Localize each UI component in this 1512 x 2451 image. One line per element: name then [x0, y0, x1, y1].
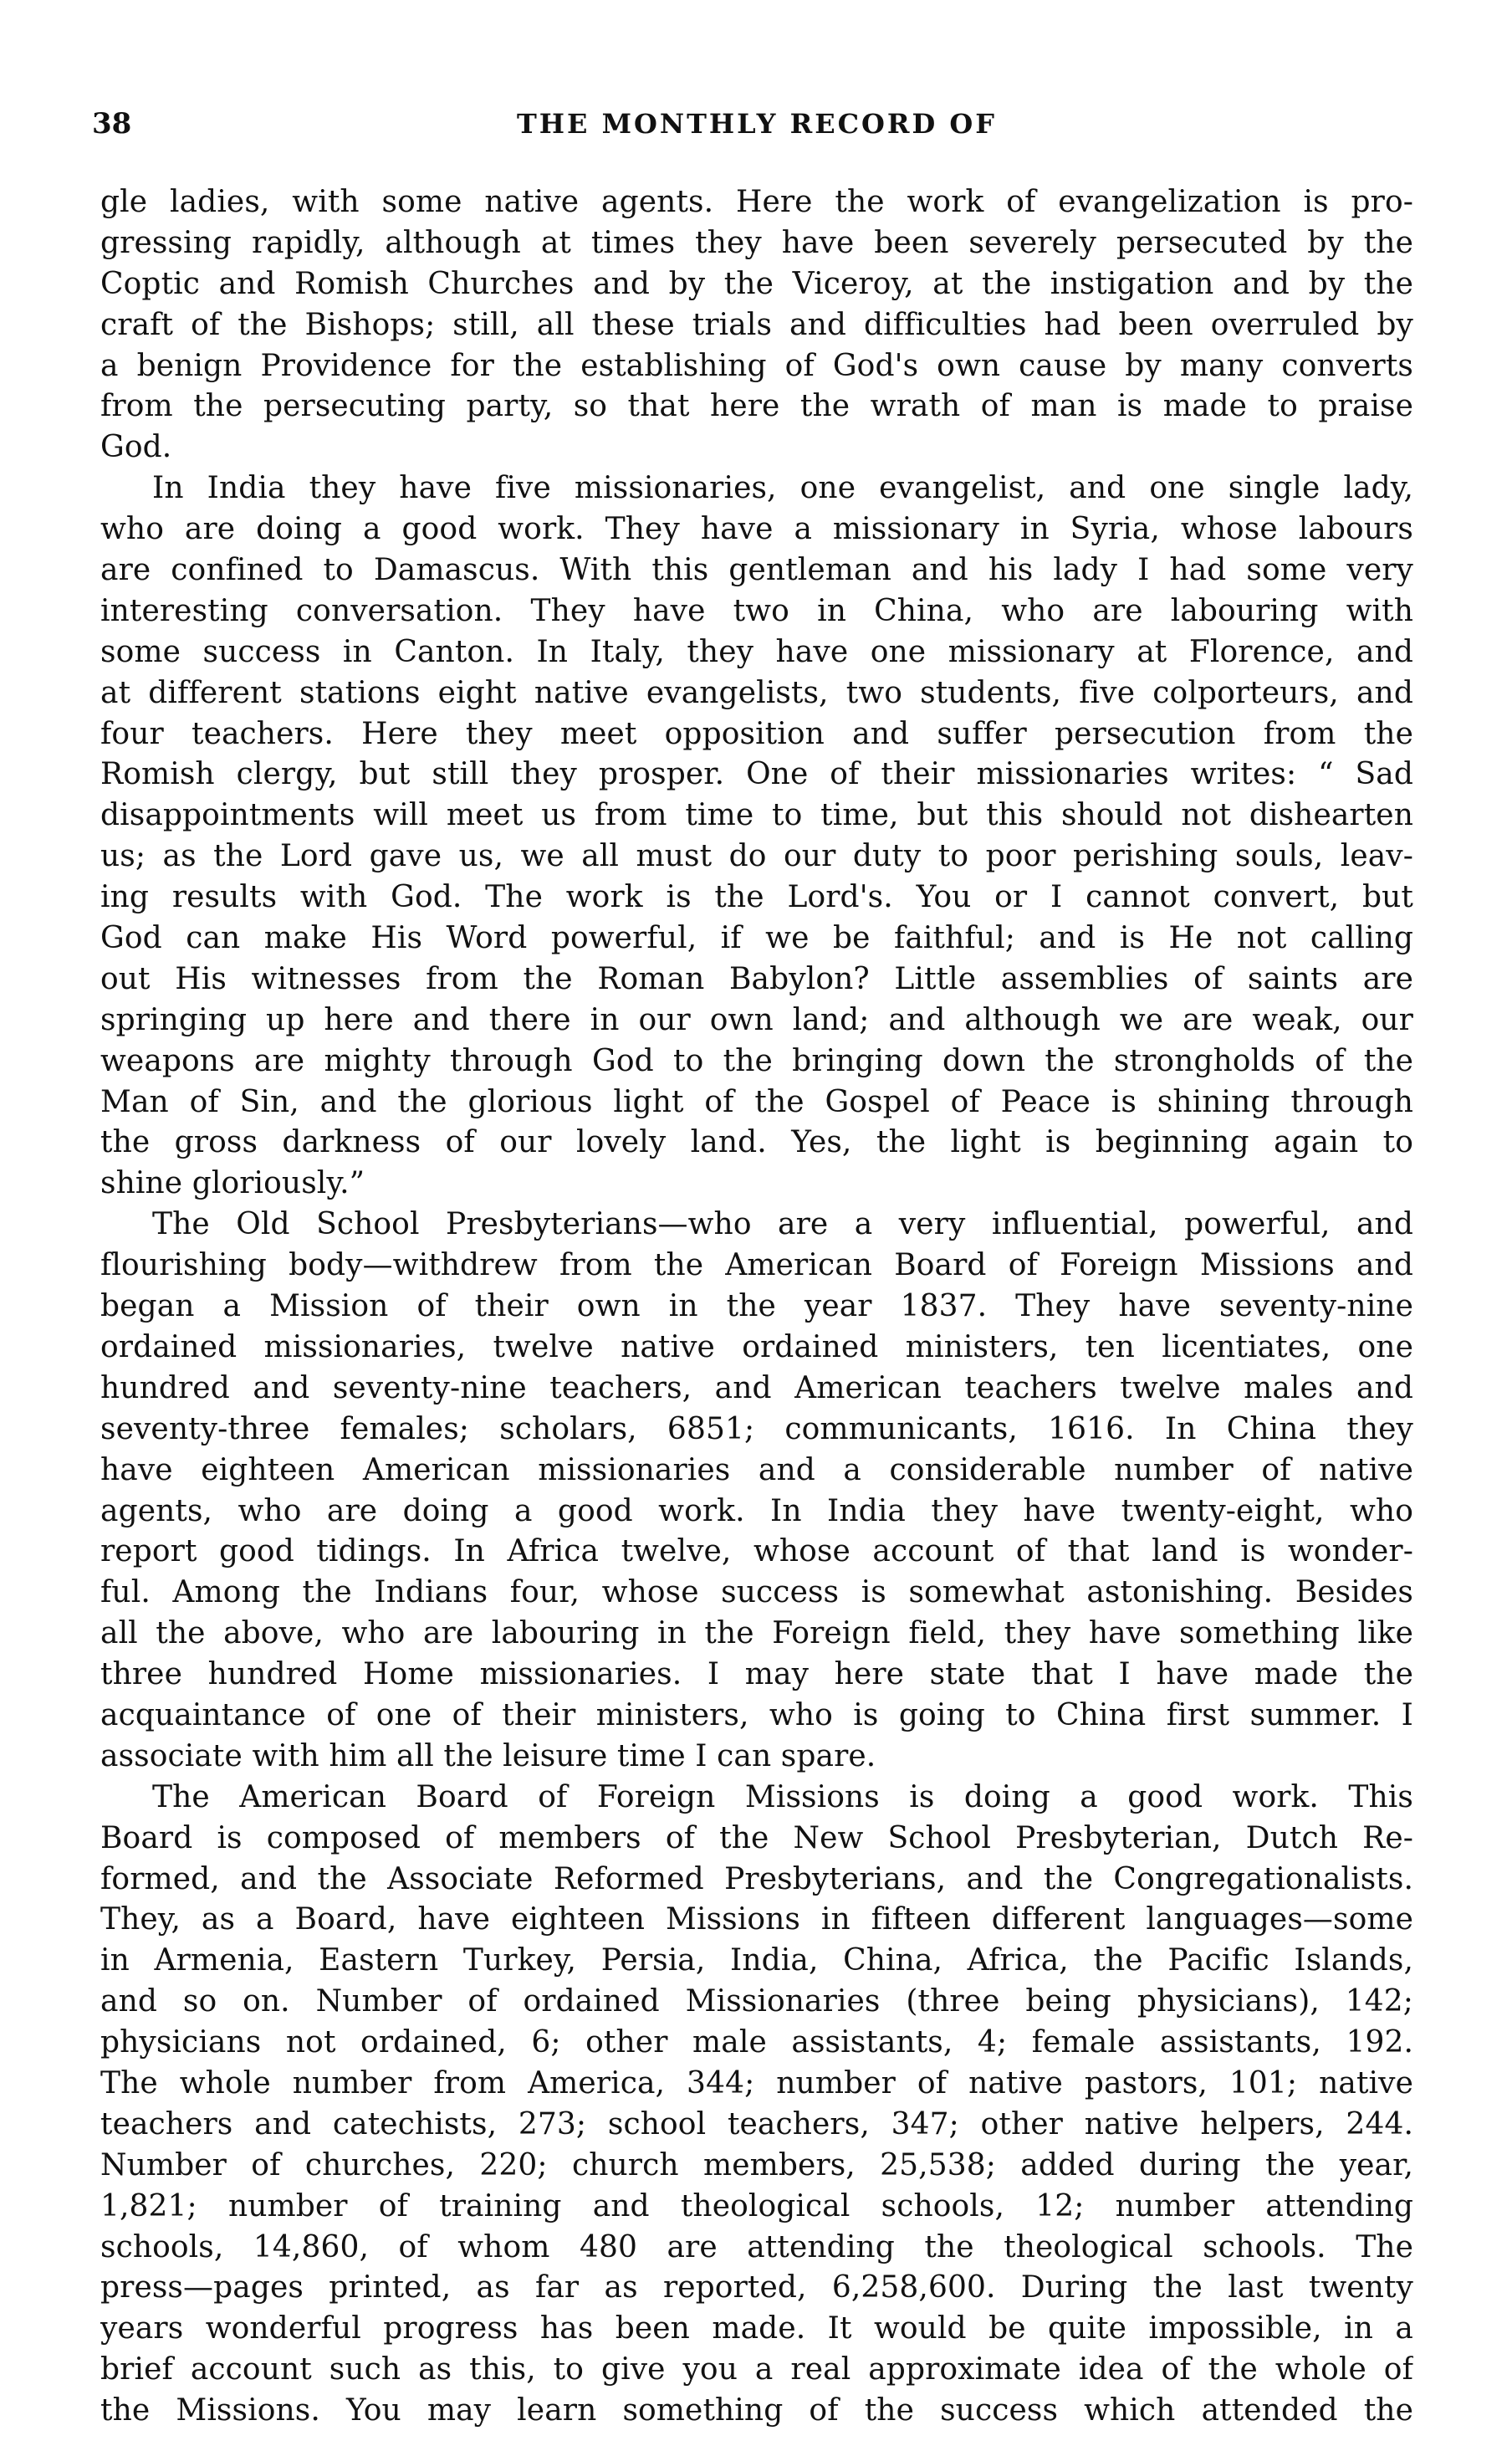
page-header	[92, 107, 1422, 149]
text-line: at different stations eight native evangelists, two students, five colporteurs, and	[100, 675, 1413, 710]
text-line: ordained missionaries, twelve native ordained ministers, ten licentiates, one	[100, 1329, 1413, 1364]
text-line: acquaintance of one of their ministers, who is going to China first summer. I	[100, 1697, 1413, 1732]
text-line: us; as the Lord gave us, we all must do our duty to poor perishing souls, leav-	[100, 839, 1413, 874]
text-line: teachers and catechists, 273; school teachers, 347; other native helpers, 244.	[100, 2106, 1413, 2141]
text-line: the Missions. You may learn something of the success which attended the	[100, 2393, 1413, 2428]
text-line: four teachers. Here they meet opposition and suffer persecution from the	[100, 716, 1413, 751]
text-line: God.	[100, 430, 172, 465]
text-line: seventy-three females; scholars, 6851; communicants, 1616. In China they	[100, 1411, 1413, 1446]
text-line: press—pages printed, as far as reported, 6,258,600. During the last twenty	[100, 2270, 1413, 2305]
text-line: gressing rapidly, although at times they have been severely persecuted by the	[100, 225, 1413, 260]
paragraph-start-line: The American Board of Foreign Missions is doing a good work. This	[152, 1779, 1413, 1814]
text-line: have eighteen American missionaries and a considerable number of native	[100, 1452, 1413, 1487]
text-line: physicians not ordained, 6; other male assistants, 4; female assistants, 192.	[100, 2025, 1413, 2060]
text-line: God can make His Word powerful, if we be faithful; and is He not calling	[100, 921, 1413, 956]
text-line: began a Mission of their own in the year 1837. They have seventy-nine	[100, 1289, 1413, 1324]
text-line: Board is composed of members of the New School Presbyterian, Dutch Re-	[100, 1820, 1413, 1855]
text-line: some success in Canton. In Italy, they have one missionary at Florence, and	[100, 634, 1413, 669]
text-line: report good tidings. In Africa twelve, whose account of that land is wonder-	[100, 1534, 1413, 1569]
text-line: The whole number from America, 344; number of native pastors, 101; native	[100, 2065, 1413, 2100]
text-line: They, as a Board, have eighteen Missions in fifteen different languages—some	[100, 1902, 1413, 1937]
page-number: 38	[92, 107, 132, 141]
text-line: 1,821; number of training and theological schools, 12; number attending	[100, 2188, 1413, 2223]
text-line: from the persecuting party, so that here the wrath of man is made to praise	[100, 389, 1413, 424]
text-line: out His witnesses from the Roman Babylon? Little assemblies of saints are	[100, 961, 1413, 996]
text-line: disappointments will meet us from time to time, but this should not dishearten	[100, 798, 1413, 833]
text-line: ing results with God. The work is the Lord's. You or I cannot convert, but	[100, 880, 1413, 915]
text-line: Romish clergy, but still they prosper. One of their missionaries writes: “ Sad	[100, 757, 1413, 792]
text-line: Man of Sin, and the glorious light of the Gospel of Peace is shining through	[100, 1084, 1413, 1119]
text-line: a benign Providence for the establishing of God's own cause by many converts	[100, 348, 1413, 383]
text-line: three hundred Home missionaries. I may here state that I have made the	[100, 1657, 1413, 1692]
running-title: THE MONTHLY RECORD OF	[516, 108, 997, 140]
text-line: are confined to Damascus. With this gentleman and his lady I had some very	[100, 553, 1413, 588]
text-line: craft of the Bishops; still, all these trials and difficulties had been overruled by	[100, 307, 1413, 342]
text-line: all the above, who are labouring in the Foreign field, they have something like	[100, 1616, 1413, 1651]
text-line: Number of churches, 220; church members, 25,538; added during the year,	[100, 2147, 1413, 2182]
text-line: who are doing a good work. They have a missionary in Syria, whose labours	[100, 512, 1413, 547]
text-line: associate with him all the leisure time I can spare.	[100, 1738, 876, 1773]
text-line: Coptic and Romish Churches and by the Viceroy, at the instigation and by the	[100, 266, 1413, 301]
body-text	[100, 182, 1413, 2432]
text-line: in Armenia, Eastern Turkey, Persia, India, China, Africa, the Pacific Islands,	[100, 1943, 1413, 1978]
text-line: springing up here and there in our own land; and although we are weak, our	[100, 1002, 1413, 1037]
text-line: and so on. Number of ordained Missionaries (three being physicians), 142;	[100, 1984, 1413, 2019]
text-line: formed, and the Associate Reformed Presbyterians, and the Congregationalists.	[100, 1861, 1413, 1896]
text-line: years wonderful progress has been made. It would be quite impossible, in a	[100, 2311, 1413, 2346]
text-line: the gross darkness of our lovely land. Yes, the light is beginning again to	[100, 1125, 1413, 1160]
paragraph-start-line: In India they have five missionaries, one evangelist, and one single lady,	[152, 471, 1413, 506]
text-line: flourishing body—withdrew from the American Board of Foreign Missions and	[100, 1248, 1413, 1283]
text-line: weapons are mighty through God to the bringing down the strongholds of the	[100, 1043, 1413, 1078]
text-line: shine gloriously.”	[100, 1166, 365, 1201]
text-line: hundred and seventy-nine teachers, and American teachers twelve males and	[100, 1370, 1413, 1405]
paragraph-start-line: The Old School Presbyterians—who are a very influential, powerful, and	[152, 1207, 1413, 1242]
text-line: brief account such as this, to give you a real approximate idea of the whole of	[100, 2352, 1413, 2387]
text-line: agents, who are doing a good work. In India they have twenty-eight, who	[100, 1493, 1413, 1528]
text-line: ful. Among the Indians four, whose success is somewhat astonishing. Besides	[100, 1575, 1413, 1610]
text-line: interesting conversation. They have two in China, who are labouring with	[100, 593, 1413, 628]
text-line: gle ladies, with some native agents. Here the work of evangelization is pro-	[100, 185, 1413, 219]
text-line: schools, 14,860, of whom 480 are attending the theological schools. The	[100, 2229, 1413, 2264]
